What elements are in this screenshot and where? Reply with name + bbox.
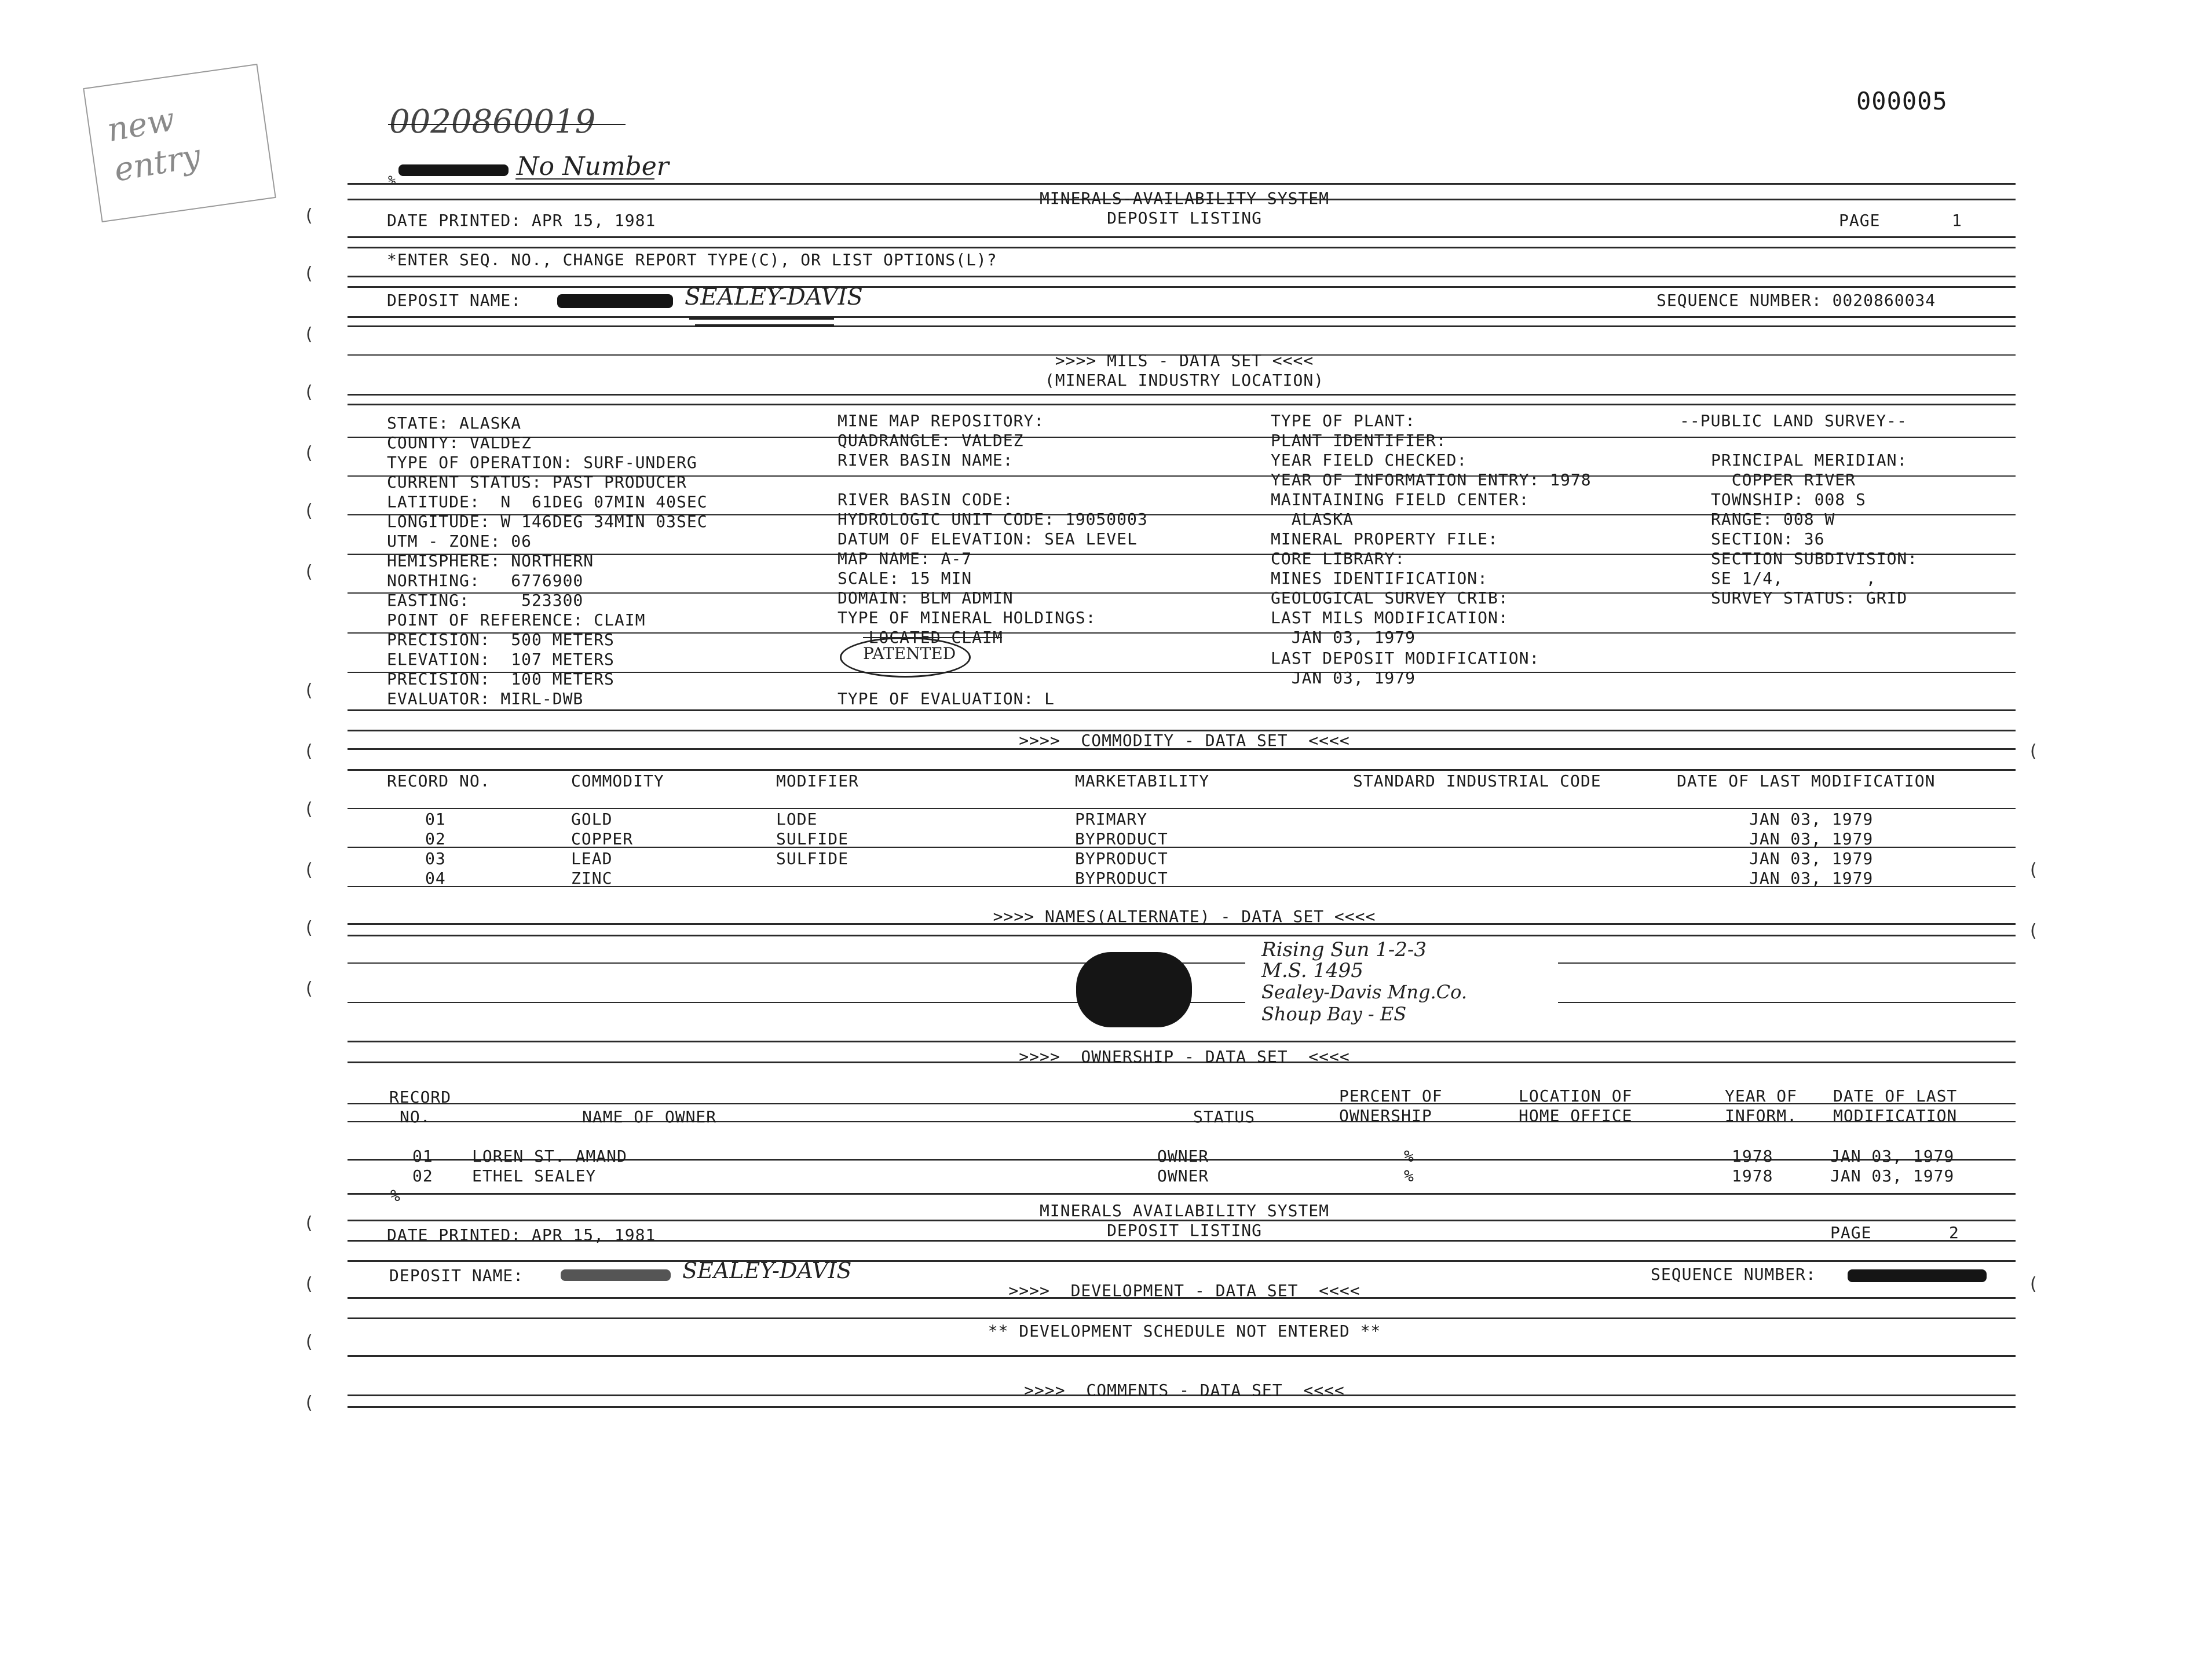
- commodity-header: COMMODITY: [571, 771, 664, 790]
- mils-field: TYPE OF OPERATION: SURF-UNDERG: [387, 453, 697, 472]
- alternate-name: Shoup Bay - ES: [1261, 1003, 1407, 1025]
- mils-field: GEOLOGICAL SURVEY CRIB:: [1271, 588, 1509, 607]
- mils-field: QUADRANGLE: VALDEZ: [838, 431, 1024, 450]
- rule: [348, 1193, 2016, 1195]
- mils-field: SCALE: 15 MIN: [838, 569, 972, 588]
- commodity-title: >>>> COMMODITY - DATA SET <<<<: [1019, 731, 1350, 750]
- page-label: PAGE: [1839, 211, 1881, 230]
- mils-field: ELEVATION: 107 METERS: [387, 650, 615, 669]
- command-prompt: *ENTER SEQ. NO., CHANGE REPORT TYPE(C), OR LIST OPTIONS(L)?: [387, 250, 997, 269]
- rule: [348, 325, 2016, 327]
- mils-field: PLANT IDENTIFIER:: [1271, 431, 1447, 450]
- mils-field: TYPE OF EVALUATION: L: [838, 689, 1055, 708]
- ownership-header: MODIFICATION: [1833, 1106, 1958, 1125]
- alternate-name: Sealey-Davis Mng.Co.: [1261, 981, 1468, 1003]
- ownership-cell: %: [1404, 1147, 1414, 1166]
- feed-hole: (: [306, 501, 313, 521]
- feed-hole: (: [306, 263, 313, 284]
- rule: [348, 404, 2016, 405]
- mils-field: RIVER BASIN CODE:: [838, 490, 1014, 509]
- mils-field: TOWNSHIP: 008 S: [1711, 490, 1866, 509]
- feed-hole: (: [306, 324, 313, 345]
- mils-field: YEAR FIELD CHECKED:: [1271, 451, 1468, 470]
- commodity-cell: 01: [425, 810, 446, 829]
- mils-field: LOCATED CLAIM: [838, 628, 1003, 647]
- sequence-number: SEQUENCE NUMBER: 0020860034: [1656, 291, 1936, 310]
- ownership-cell: LOREN ST. AMAND: [472, 1147, 627, 1166]
- ownership-header: NO.: [400, 1107, 431, 1126]
- ownership-percent-mark: %: [390, 1186, 401, 1205]
- rule: [348, 437, 2016, 438]
- page2-redacted-name: [561, 1269, 671, 1281]
- mils-field: MAP NAME: A-7: [838, 549, 972, 568]
- mils-field: UTM - ZONE: 06: [387, 532, 532, 551]
- commodity-cell: 04: [425, 869, 446, 888]
- feed-hole: (: [2030, 741, 2037, 762]
- development-title: >>>> DEVELOPMENT - DATA SET <<<<: [1008, 1281, 1361, 1300]
- commodity-header: RECORD NO.: [387, 771, 491, 790]
- rule: [348, 1355, 2016, 1357]
- commodity-cell: LEAD: [571, 849, 613, 868]
- deposit-name-underline: [695, 324, 834, 327]
- old-sequence-number: 0020860019: [389, 103, 596, 141]
- report-title: DEPOSIT LISTING: [1107, 208, 1262, 228]
- page2-redacted-sequence: [1848, 1269, 1987, 1282]
- feed-hole: (: [306, 680, 313, 701]
- ownership-header: DATE OF LAST: [1833, 1086, 1958, 1106]
- ownership-cell: 02: [412, 1166, 433, 1185]
- feed-hole: (: [306, 1332, 313, 1352]
- feed-hole: (: [306, 206, 313, 226]
- percent-mark: %: [388, 174, 397, 188]
- mils-field: ALASKA: [1271, 510, 1354, 529]
- mils-field: TYPE OF PLANT:: [1271, 411, 1416, 430]
- mils-field: LAST DEPOSIT MODIFICATION:: [1271, 649, 1540, 668]
- ownership-cell: OWNER: [1157, 1147, 1209, 1166]
- mils-field: JAN 03, 1979: [1271, 668, 1416, 687]
- ownership-header: YEAR OF: [1725, 1086, 1798, 1106]
- mils-field: STATE: ALASKA: [387, 413, 522, 433]
- redacted-deposit-name: [557, 294, 673, 308]
- rule: [348, 1260, 2016, 1262]
- ownership-cell: 1978: [1732, 1147, 1773, 1166]
- ownership-title: >>>> OWNERSHIP - DATA SET <<<<: [1019, 1047, 1350, 1066]
- feed-hole: (: [306, 1274, 313, 1294]
- mils-field: SURVEY STATUS: GRID: [1711, 588, 1908, 607]
- feed-hole: (: [306, 382, 313, 402]
- rule: [348, 935, 2016, 936]
- ownership-cell: JAN 03, 1979: [1830, 1147, 1955, 1166]
- mils-field: MINE MAP REPOSITORY:: [838, 411, 1045, 430]
- rule: [348, 709, 2016, 711]
- mils-field: MINES IDENTIFICATION:: [1271, 569, 1489, 588]
- new-entry-note: new entry: [104, 100, 204, 189]
- mils-field: EASTING: 523300: [387, 591, 584, 610]
- commodity-cell: BYPRODUCT: [1075, 849, 1168, 868]
- rule: [348, 1041, 2016, 1042]
- ownership-cell: OWNER: [1157, 1166, 1209, 1185]
- mils-field: DATUM OF ELEVATION: SEA LEVEL: [838, 529, 1138, 548]
- feed-hole: (: [2030, 1274, 2037, 1294]
- commodity-cell: BYPRODUCT: [1075, 869, 1168, 888]
- development-note: ** DEVELOPMENT SCHEDULE NOT ENTERED **: [988, 1322, 1381, 1341]
- ownership-header: RECORD: [389, 1088, 452, 1107]
- mils-field: PRINCIPAL MERIDIAN:: [1711, 451, 1908, 470]
- alternate-name: Rising Sun 1-2-3: [1261, 938, 1427, 961]
- mils-field: RIVER BASIN NAME:: [838, 451, 1014, 470]
- mils-field: LONGITUDE: W 146DEG 34MIN 03SEC: [387, 512, 708, 531]
- commodity-cell: SULFIDE: [776, 849, 849, 868]
- feed-hole: (: [306, 1393, 313, 1413]
- rule: [348, 769, 2016, 771]
- ownership-cell: %: [1404, 1166, 1414, 1185]
- page2-report-title: DEPOSIT LISTING: [1107, 1221, 1262, 1240]
- rule: [348, 236, 2016, 238]
- feed-hole: (: [306, 860, 313, 880]
- mils-field: COPPER RIVER: [1711, 470, 1856, 489]
- rule: [348, 247, 2016, 248]
- feed-hole: (: [2030, 921, 2037, 941]
- patented-handwritten: PATENTED: [863, 644, 956, 663]
- old-sequence-strike: [388, 124, 626, 125]
- redacted-number: [398, 164, 509, 176]
- ownership-header: HOME OFFICE: [1519, 1106, 1633, 1125]
- mils-field: COUNTY: VALDEZ: [387, 433, 532, 452]
- page2-date-printed: DATE PRINTED: APR 15, 1981: [387, 1225, 656, 1245]
- ownership-cell: 1978: [1732, 1166, 1773, 1185]
- page2-page-label: PAGE: [1830, 1223, 1872, 1242]
- feed-hole: (: [306, 741, 313, 762]
- mils-field: NORTHING: 6776900: [387, 571, 584, 590]
- mils-field: LAST MILS MODIFICATION:: [1271, 608, 1509, 627]
- rule: [348, 808, 2016, 809]
- mils-field: HYDROLOGIC UNIT CODE: 19050003: [838, 510, 1148, 529]
- mils-field: PRECISION: 100 METERS: [387, 669, 615, 689]
- commodity-cell: LODE: [776, 810, 818, 829]
- commodity-header: DATE OF LAST MODIFICATION: [1677, 771, 1936, 790]
- ownership-cell: 01: [412, 1147, 433, 1166]
- deposit-name-underline: [689, 317, 834, 320]
- commodity-cell: GOLD: [571, 810, 613, 829]
- mils-field: HEMISPHERE: NORTHERN: [387, 551, 594, 570]
- commodity-cell: 03: [425, 849, 446, 868]
- page-number: 1: [1952, 211, 1962, 230]
- mils-field: MINERAL PROPERTY FILE:: [1271, 529, 1498, 548]
- comments-title: >>>> COMMENTS - DATA SET <<<<: [1024, 1381, 1345, 1400]
- deposit-name-handwritten: SEALEY-DAVIS: [685, 284, 863, 310]
- system-title: MINERALS-AVAILABILITY SYSTEM: [1039, 189, 1330, 208]
- mils-subtitle: (MINERAL INDUSTRY LOCATION): [1044, 371, 1325, 390]
- ownership-header: INFORM.: [1725, 1106, 1798, 1125]
- ownership-header: NAME OF OWNER: [582, 1107, 717, 1126]
- page2-sequence-label: SEQUENCE NUMBER:: [1651, 1265, 1816, 1284]
- mils-field: POINT OF REFERENCE: CLAIM: [387, 610, 646, 629]
- rule: [348, 1317, 2016, 1319]
- ownership-cell: ETHEL SEALEY: [472, 1166, 597, 1185]
- commodity-header: MODIFIER: [776, 771, 859, 790]
- commodity-cell: JAN 03, 1979: [1749, 849, 1874, 868]
- feed-hole: (: [306, 979, 313, 999]
- redacted-names: [1076, 952, 1192, 1027]
- mils-field: CORE LIBRARY:: [1271, 549, 1406, 568]
- commodity-cell: JAN 03, 1979: [1749, 829, 1874, 848]
- rule: [348, 316, 2016, 318]
- commodity-cell: JAN 03, 1979: [1749, 869, 1874, 888]
- ownership-header: STATUS: [1193, 1107, 1256, 1126]
- commodity-header: MARKETABILITY: [1075, 771, 1210, 790]
- deposit-name-label: DEPOSIT NAME:: [387, 291, 522, 310]
- rule: [348, 286, 2016, 288]
- commodity-cell: JAN 03, 1979: [1749, 810, 1874, 829]
- rule: [348, 276, 2016, 277]
- commodity-cell: ZINC: [571, 869, 613, 888]
- mils-title: >>>> MILS - DATA SET <<<<: [1055, 351, 1314, 370]
- mils-field: JAN 03, 1979: [1271, 628, 1416, 647]
- page2-page-number: 2: [1949, 1223, 1959, 1242]
- commodity-cell: COPPER: [571, 829, 634, 848]
- commodity-cell: 02: [425, 829, 446, 848]
- mils-field: TYPE OF MINERAL HOLDINGS:: [838, 608, 1096, 627]
- commodity-cell: PRIMARY: [1075, 810, 1148, 829]
- feed-hole: (: [2030, 860, 2037, 880]
- feed-hole: (: [306, 918, 313, 938]
- page2-deposit-name-label: DEPOSIT NAME:: [389, 1266, 524, 1285]
- ownership-header: OWNERSHIP: [1339, 1106, 1432, 1125]
- no-number-note: No Number: [517, 152, 669, 181]
- commodity-cell: SULFIDE: [776, 829, 849, 848]
- page2-system-title: MINERALS AVAILABILITY SYSTEM: [1039, 1201, 1330, 1220]
- feed-hole: (: [306, 1213, 313, 1234]
- rule: [348, 394, 2016, 396]
- mils-field: SE 1/4, ,: [1711, 569, 1877, 588]
- feed-hole: (: [306, 562, 313, 582]
- no-number-underline: [515, 178, 654, 180]
- ownership-header: PERCENT OF: [1339, 1086, 1443, 1106]
- ownership-cell: JAN 03, 1979: [1830, 1166, 1955, 1185]
- page-id: 000005: [1856, 87, 1948, 115]
- rule: [348, 183, 2016, 185]
- mils-field: EVALUATOR: MIRL-DWB: [387, 689, 584, 708]
- date-printed: DATE PRINTED: APR 15, 1981: [387, 211, 656, 230]
- mils-field: --PUBLIC LAND SURVEY--: [1680, 411, 1907, 430]
- mils-field: DOMAIN: BLM ADMIN: [838, 588, 1014, 607]
- mils-field: CURRENT STATUS: PAST PRODUCER: [387, 473, 687, 492]
- names-title: >>>> NAMES(ALTERNATE) - DATA SET <<<<: [993, 907, 1376, 926]
- commodity-cell: BYPRODUCT: [1075, 829, 1168, 848]
- commodity-header: STANDARD INDUSTRIAL CODE: [1353, 771, 1601, 790]
- mils-field: MAINTAINING FIELD CENTER:: [1271, 490, 1530, 509]
- ownership-header: LOCATION OF: [1519, 1086, 1633, 1106]
- mils-field: PRECISION: 500 METERS: [387, 630, 615, 649]
- page2-deposit-name-handwritten: SEALEY-DAVIS: [682, 1258, 852, 1283]
- mils-field: SECTION SUBDIVISION:: [1711, 549, 1918, 568]
- mils-field: SECTION: 36: [1711, 529, 1825, 548]
- rule: [348, 1406, 2016, 1408]
- feed-hole: (: [306, 443, 313, 463]
- mils-field: LATITUDE: N 61DEG 07MIN 40SEC: [387, 492, 708, 511]
- feed-hole: (: [306, 799, 313, 819]
- alternate-name: M.S. 1495: [1261, 959, 1363, 982]
- mils-field: RANGE: 008 W: [1711, 510, 1835, 529]
- mils-field: YEAR OF INFORMATION ENTRY: 1978: [1271, 470, 1592, 489]
